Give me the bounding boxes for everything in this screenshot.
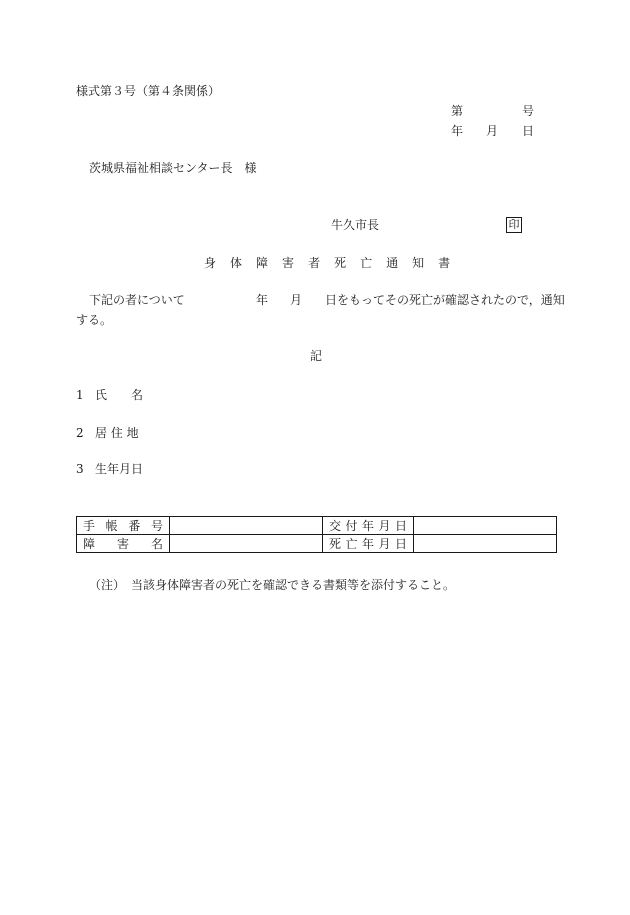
death-date-field[interactable] [414,535,557,553]
table-row [77,535,557,553]
title-char: 亡 [360,256,373,270]
title-char: 障 [256,256,269,270]
issue-date-field[interactable] [414,517,557,535]
info-table [76,516,557,553]
body-year: 年 [256,293,269,307]
date-month: 月 [486,124,499,138]
body-month: 月 [290,293,303,307]
disability-name-field[interactable] [170,535,323,553]
title-char: 体 [230,256,243,270]
date-year: 年 [451,124,464,138]
reference-number-suffix: 号 [522,104,535,118]
title-char: 者 [308,256,321,270]
footnote: （注） 当該身体障害者の死亡を確認できる書類等を添付すること。 [89,578,456,592]
title-char: 死 [334,256,347,270]
form-number: 様式第３号（第４条関係） [76,84,221,98]
body-rest: 日をもってその死亡が確認されたので，通知 [325,293,565,307]
reference-number-prefix: 第 [451,104,464,118]
title-char: 身 [204,256,217,270]
item-label-birthdate: 生年月日 [95,462,144,476]
title-char: 害 [282,256,295,270]
document-title [204,256,464,270]
item-number: 1 [76,388,84,402]
label-disability-name: 障 害 名 [77,535,170,553]
title-char: 知 [412,256,425,270]
title-char: 書 [438,256,451,270]
body-line2: する。 [76,313,113,327]
date-day: 日 [522,124,535,138]
table-row [77,517,557,535]
label-issue-date: 交 付 年 月 日 [323,517,414,535]
body-lead: 下記の者について [89,293,185,307]
item-label-name: 氏 名 [95,388,144,402]
item-number: 3 [76,462,84,476]
sender: 牛久市長 [331,218,380,232]
notebook-number-field[interactable] [170,517,323,535]
title-char: 通 [386,256,399,270]
item-label-residence: 居 住 地 [95,426,139,440]
label-death-date: 死 亡 年 月 日 [323,535,414,553]
ki-heading: 記 [310,349,323,363]
label-notebook-number: 手 帳 番 号 [77,517,170,535]
seal-mark: 印 [506,217,522,233]
item-number: 2 [76,426,84,440]
addressee: 茨城県福祉相談センター長 様 [89,161,257,175]
